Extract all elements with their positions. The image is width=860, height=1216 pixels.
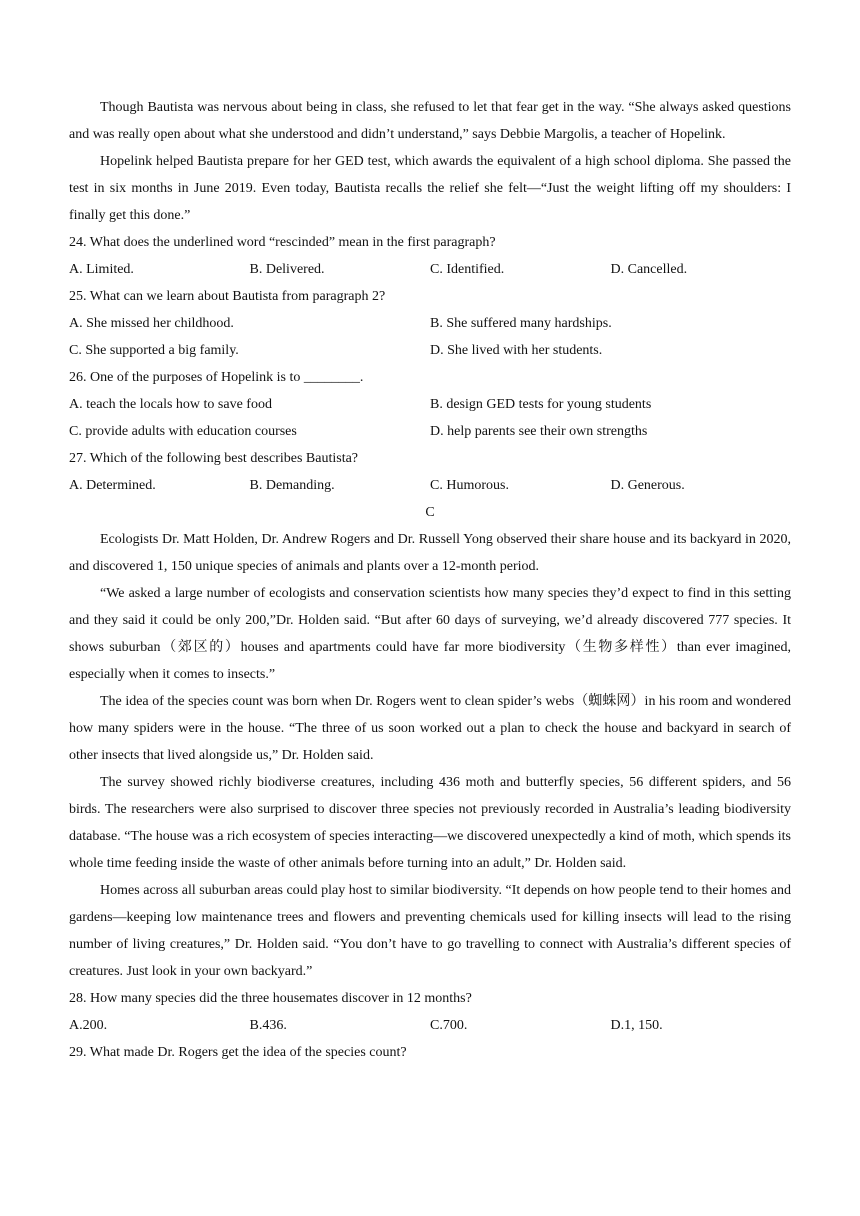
passage-paragraph: Hopelink helped Bautista prepare for her GED test, which awards the equivalent of a high school diploma. She passed the test in six months in June 2019. Even today, Bautista recalls the relief she felt—“Just the weight lifting off my shoulders: I finally get this done.” — [69, 154, 791, 223]
option-a: A.200. — [69, 1018, 108, 1033]
option-d: D. She lived with her students. — [430, 343, 603, 358]
question-27-stem: 27. Which of the following best describes Bautista? — [69, 451, 359, 466]
option-a: A. teach the locals how to save food — [69, 397, 272, 412]
passage-paragraph: “We asked a large number of ecologists and conservation scientists how many species they’d expect to find in this setting and they said it could be only 200,”Dr. Holden said. “But after 60 days of surveying, we’d already discovered 777 species. It shows suburban（郊区的）houses and apartments could have far more biodiversity（生物多样性）than ever imagined, especially when it comes to insects.” — [69, 586, 791, 682]
passage-paragraph: Though Bautista was nervous about being in class, she refused to let that fear get in the way. “She always asked questions and was really open about what she understood and didn’t understand,” says Debbie Margolis, a teacher of Hopelink. — [69, 100, 791, 142]
question-29-stem: 29. What made Dr. Rogers get the idea of the species count? — [69, 1045, 407, 1060]
question-26-options-row-2 — [69, 418, 791, 445]
option-d: D.1, 150. — [610, 1018, 663, 1033]
option-c: C. She supported a big family. — [69, 343, 239, 358]
option-c: C.700. — [430, 1018, 468, 1033]
question-24-stem: 24. What does the underlined word “rescinded” mean in the first paragraph? — [69, 235, 496, 250]
passage-paragraph: The survey showed richly biodiverse creatures, including 436 moth and butterfly species, 56 different spiders, and 56 birds. The researchers were also surprised to discover three species not previously recorded in Australia’s leading biodiversity database. “The house was a rich ecosystem of species interacting—we discovered unexpectedly a kind of moth, which spends its whole time feeding inside the waste of other animals before turning into an adult,” Dr. Holden said. — [69, 775, 791, 871]
question-28-options — [69, 1012, 791, 1039]
option-c: C. Identified. — [430, 262, 505, 277]
document-page — [69, 94, 791, 1066]
passage-paragraph: Ecologists Dr. Matt Holden, Dr. Andrew Rogers and Dr. Russell Yong observed their share house and its backyard in 2020, and discovered 1, 150 unique species of animals and plants over a 12-month period. — [69, 532, 791, 574]
option-b: B. She suffered many hardships. — [430, 316, 612, 331]
question-26-stem: 26. One of the purposes of Hopelink is to ________. — [69, 370, 364, 385]
question-24-options — [69, 256, 791, 283]
question-25-stem: 25. What can we learn about Bautista from paragraph 2? — [69, 289, 386, 304]
question-28-stem: 28. How many species did the three housemates discover in 12 months? — [69, 991, 472, 1006]
option-b: B.436. — [249, 1018, 287, 1033]
option-c: C. Humorous. — [430, 478, 509, 493]
question-26-options-row-1 — [69, 391, 791, 418]
section-c-heading: C — [425, 505, 435, 520]
question-27-options — [69, 472, 791, 499]
option-d: D. help parents see their own strengths — [430, 424, 648, 439]
option-a: A. Determined. — [69, 478, 156, 493]
passage-paragraph: Homes across all suburban areas could play host to similar biodiversity. “It depends on how people tend to their homes and gardens—keeping low maintenance trees and flowers and preventing chemicals used for killing insects will lead to the rising number of living creatures,” Dr. Holden said. “You don’t have to go travelling to connect with Australia’s different species of creatures. Just look in your own backyard.” — [69, 883, 791, 979]
option-a: A. Limited. — [69, 262, 134, 277]
option-b: B. design GED tests for young students — [430, 397, 652, 412]
option-d: D. Generous. — [610, 478, 685, 493]
passage-paragraph: The idea of the species count was born when Dr. Rogers went to clean spider’s webs（蜘蛛网）in his room and wondered how many spiders were in the house. “The three of us soon worked out a plan to check the house and backyard in search of other insects that lived alongside us,” Dr. Holden said. — [69, 694, 791, 763]
option-a: A. She missed her childhood. — [69, 316, 234, 331]
option-c: C. provide adults with education courses — [69, 424, 297, 439]
question-25-options-row-1 — [69, 310, 791, 337]
question-25-options-row-2 — [69, 337, 791, 364]
option-b: B. Delivered. — [249, 262, 325, 277]
option-b: B. Demanding. — [249, 478, 335, 493]
option-d: D. Cancelled. — [610, 262, 688, 277]
